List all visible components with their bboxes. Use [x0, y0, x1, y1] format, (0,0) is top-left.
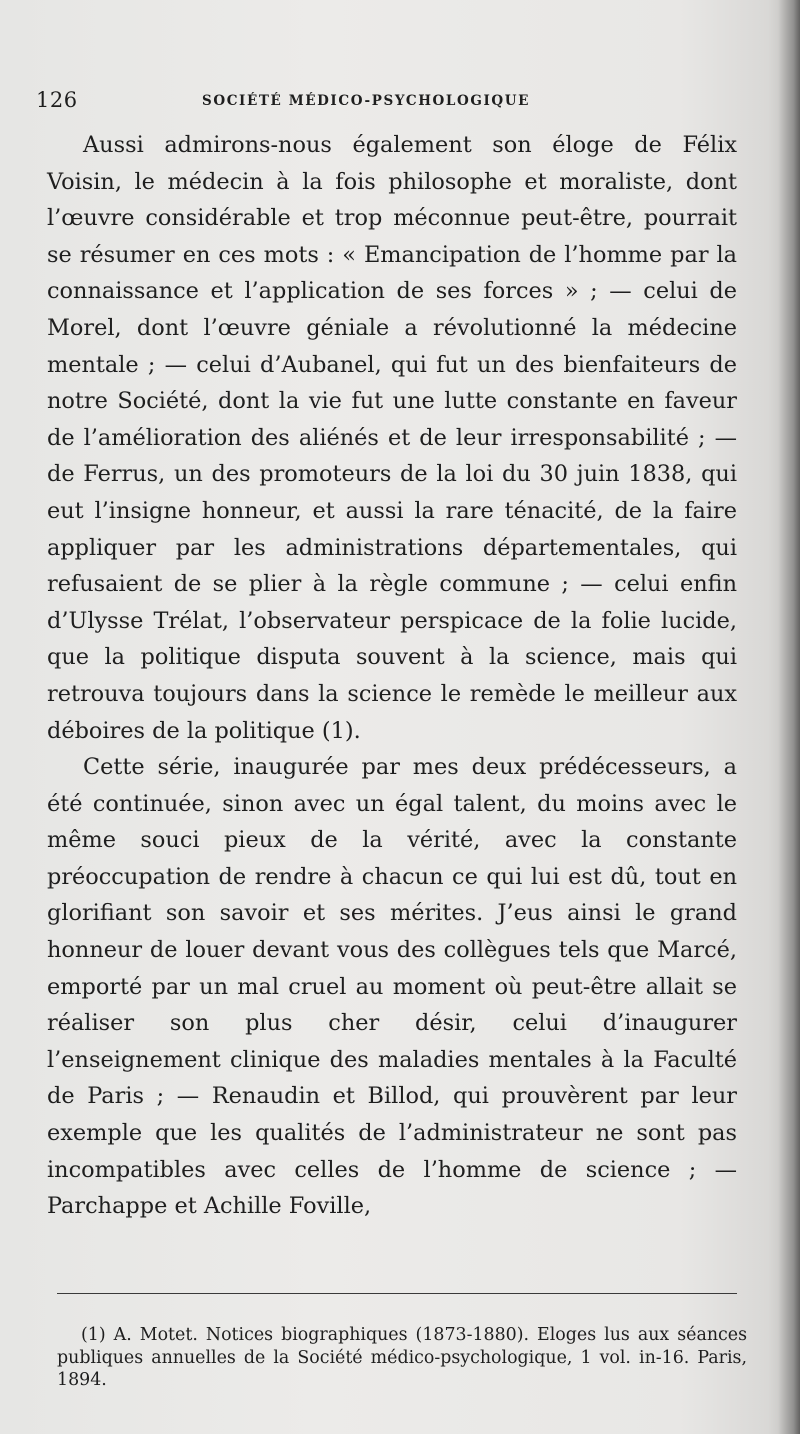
page-number: 126 [36, 88, 78, 112]
running-header [36, 88, 756, 118]
running-title: SOCIÉTÉ MÉDICO-PSYCHOLOGIQUE [202, 93, 531, 109]
paragraph: Cette série, inaugurée par mes deux prédécesseurs, a été continuée, sinon avec un égal talent, du moins avec le même souci pieux de la vérité, avec la constante préoccupation de rendre à chacun ce qui lui est dû, tout en glorifiant son savoir et ses mérites. J’eus ainsi le grand honneur de louer devant vous des collègues tels que Marcé, emporté par un mal cruel au moment où peut-être allait se réaliser son plus cher désir, celui d’inaugurer l’enseignement clinique des maladies mentales à la Faculté de Paris ; — Renaudin et Billod, qui prouvèrent par leur exemple que les qualités de l’administrateur ne sont pas incompatibles avec celles de l’homme de science ; — Parchappe et Achille Foville, [47, 754, 737, 1220]
footnote-rule [57, 1293, 737, 1294]
page-edge-shadow [778, 0, 800, 1434]
main-text [47, 127, 737, 1225]
paragraph: Aussi admirons-nous également son éloge de Félix Voisin, le médecin à la fois philosophe et moraliste, dont l’œuvre considérable et trop méconnue peut-être, pourrait se résumer en ces mots : « Emancipation de l’homme par la connaissance et l’application de ses forces » ; — celui de Morel, dont l’œuvre géniale a révolutionné la médecine mentale ; — celui d’Aubanel, qui fut un des bienfaiteurs de notre Société, dont la vie fut une lutte constante en faveur de l’amélioration des aliénés et de leur irresponsabilité ; — de Ferrus, un des promoteurs de la loi du 30 juin 1838, qui eut l’insigne honneur, et aussi la rare ténacité, de la faire appliquer par les administrations départementales, qui refusaient de se plier à la règle commune ; — celui enfin d’Ulysse Trélat, l’observateur perspicace de la folie lucide, que la politique disputa souvent à la science, mais qui retrouva toujours dans la science le remède le meilleur aux déboires de la politique (1). [47, 132, 737, 744]
footnote: (1) A. Motet. Notices biographiques (1873-1880). Eloges lus aux séances publiques annuelles de la Société médico-psychologique, 1 vol. in-16. Paris, 1894. [57, 1325, 747, 1390]
